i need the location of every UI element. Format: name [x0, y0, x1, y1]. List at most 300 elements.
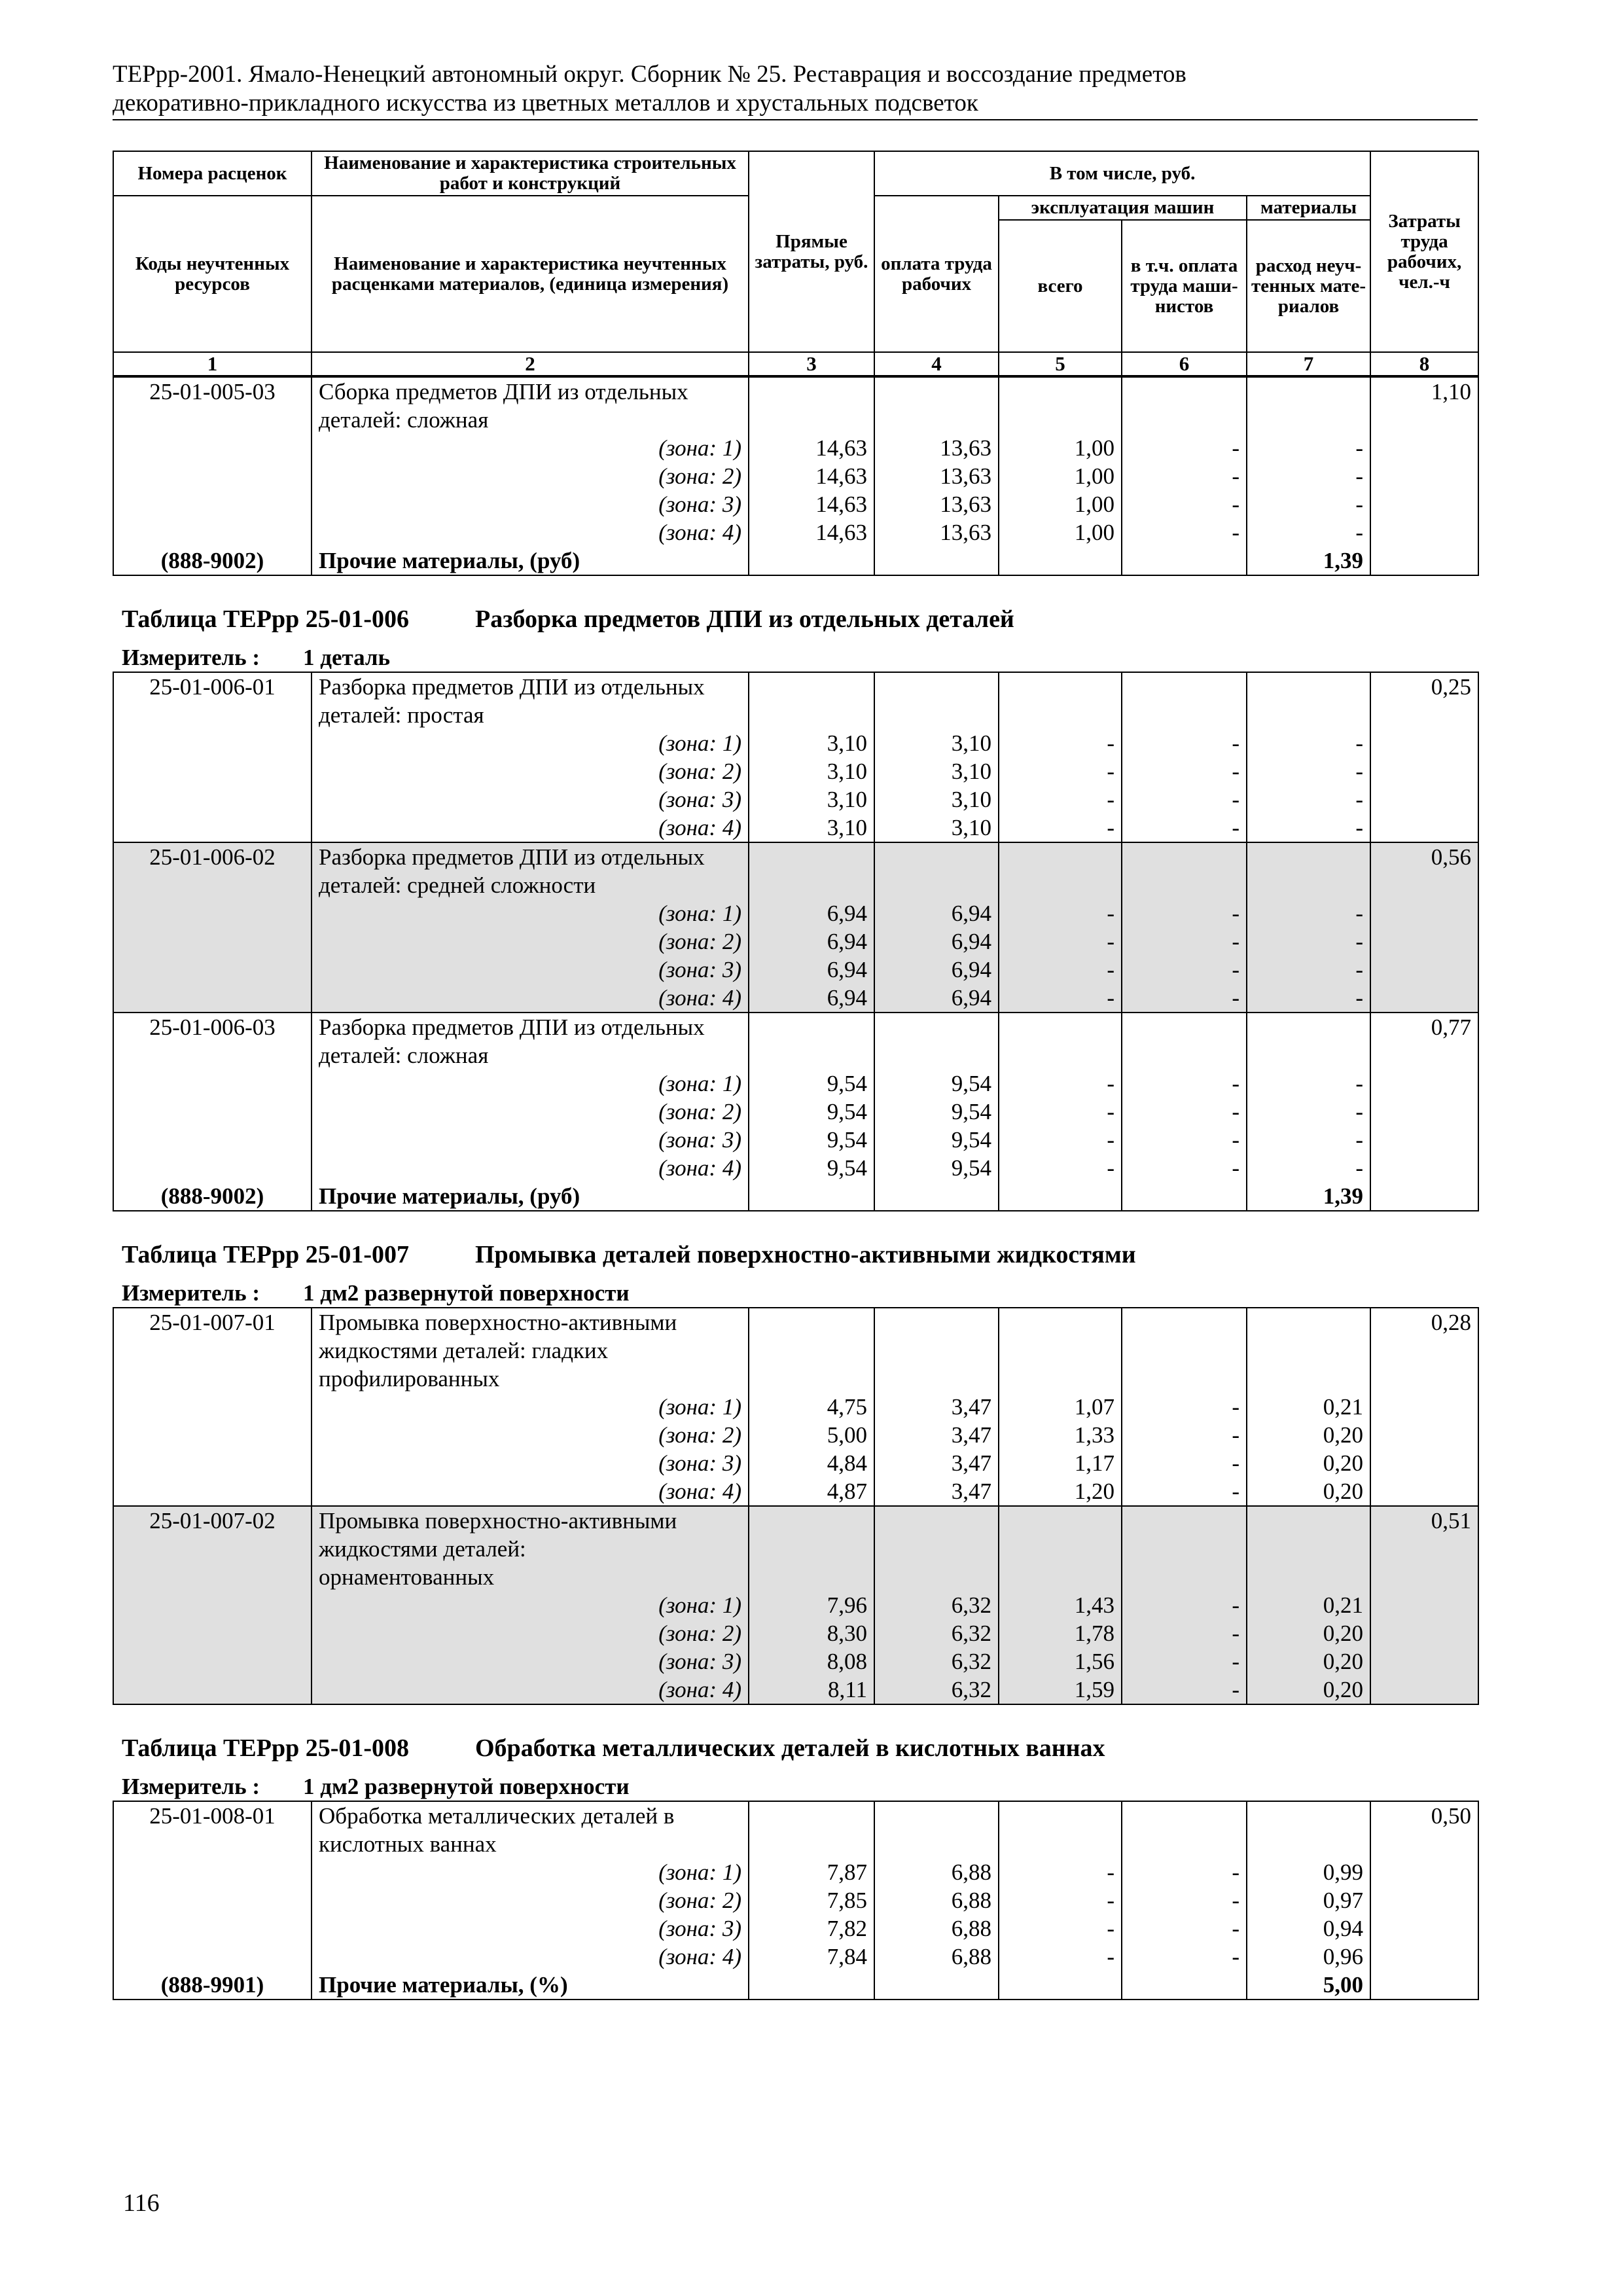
machinist-pay: -: [1122, 1421, 1247, 1449]
empty-cell: [113, 956, 312, 984]
machines-total: 1,78: [999, 1619, 1122, 1647]
material-usage: 0,20: [1247, 1421, 1370, 1449]
empty-cell: [874, 1182, 999, 1211]
table-title-id: Таблица ТЕРрр 25-01-008: [122, 1734, 410, 1762]
direct-cost: 7,84: [749, 1943, 874, 1971]
empty-cell: [1122, 871, 1247, 899]
zone-label: (зона: 2): [312, 1886, 749, 1914]
zone-row: [113, 490, 1478, 518]
empty-cell: [999, 1535, 1122, 1563]
rate-row: [113, 1013, 1478, 1041]
machinist-pay: -: [1122, 729, 1247, 757]
material-usage: -: [1247, 956, 1370, 984]
table-title-text: Промывка деталей поверхностно-активными жидкостями: [475, 1241, 1136, 1268]
empty-cell: [1370, 1619, 1478, 1647]
empty-cell: [1370, 1393, 1478, 1421]
empty-cell: [1247, 1013, 1370, 1041]
machines-total: -: [999, 814, 1122, 842]
empty-cell: [999, 701, 1122, 729]
empty-cell: [1370, 1914, 1478, 1943]
rates-table: [113, 1801, 1479, 2000]
material-usage: 0,99: [1247, 1858, 1370, 1886]
machinist-pay: -: [1122, 1591, 1247, 1619]
rate-row-cont: [113, 1830, 1478, 1858]
machines-total: -: [999, 1914, 1122, 1943]
zone-row: [113, 729, 1478, 757]
empty-cell: [999, 1308, 1122, 1336]
empty-cell: [999, 1801, 1122, 1830]
empty-cell: [999, 842, 1122, 871]
zone-label: (зона: 2): [312, 757, 749, 785]
machinist-pay: -: [1122, 462, 1247, 490]
empty-cell: [113, 729, 312, 757]
table-title: [113, 1240, 1478, 1269]
worker-pay: 3,47: [874, 1449, 999, 1477]
measure-unit: 1 дм2 развернутой поверхности: [303, 1280, 630, 1306]
header-material-usage: расход неуч-тенных мате-риалов: [1247, 220, 1370, 352]
empty-cell: [113, 871, 312, 899]
direct-cost: 6,94: [749, 956, 874, 984]
empty-cell: [1370, 1971, 1478, 2000]
rate-row: [113, 672, 1478, 701]
empty-cell: [999, 1563, 1122, 1591]
rate-row-cont: [113, 1041, 1478, 1069]
empty-cell: [749, 1365, 874, 1393]
zone-row: [113, 462, 1478, 490]
worker-pay: 3,47: [874, 1421, 999, 1449]
empty-cell: [113, 1449, 312, 1477]
worker-pay: 13,63: [874, 518, 999, 547]
resource-code: (888-9901): [113, 1971, 312, 2000]
zone-label: (зона: 1): [312, 1591, 749, 1619]
empty-cell: [1370, 547, 1478, 575]
empty-cell: [1122, 672, 1247, 701]
worker-pay: 6,88: [874, 1858, 999, 1886]
table-title: [113, 1734, 1478, 1763]
zone-row: [113, 984, 1478, 1013]
rate-name-line: деталей: сложная: [312, 406, 749, 434]
zone-row: [113, 899, 1478, 927]
empty-cell: [1370, 1126, 1478, 1154]
machines-total: -: [999, 984, 1122, 1013]
worker-pay: 6,32: [874, 1676, 999, 1704]
rate-code: 25-01-007-02: [113, 1506, 312, 1535]
worker-pay: 9,54: [874, 1126, 999, 1154]
empty-cell: [999, 1336, 1122, 1365]
empty-cell: [1122, 1830, 1247, 1858]
empty-cell: [1370, 490, 1478, 518]
page: [113, 60, 1478, 2000]
material-usage: 0,20: [1247, 1676, 1370, 1704]
rate-row: [113, 1801, 1478, 1830]
direct-cost: 7,96: [749, 1591, 874, 1619]
empty-cell: [113, 1421, 312, 1449]
empty-cell: [1370, 871, 1478, 899]
table-measure: [113, 1773, 1478, 1801]
worker-pay: 3,10: [874, 729, 999, 757]
empty-cell: [1122, 1041, 1247, 1069]
rate-name-line: деталей: средней сложности: [312, 871, 749, 899]
empty-cell: [1370, 1830, 1478, 1858]
page-number: 116: [123, 2189, 160, 2217]
empty-cell: [874, 701, 999, 729]
empty-cell: [1370, 1182, 1478, 1211]
zone-row: [113, 1619, 1478, 1647]
empty-cell: [1122, 406, 1247, 434]
machinist-pay: -: [1122, 927, 1247, 956]
header-machinist-pay: в т.ч. оплата труда маши-нистов: [1122, 220, 1247, 352]
machinist-pay: -: [1122, 1154, 1247, 1182]
zone-row: [113, 1098, 1478, 1126]
zone-label: (зона: 2): [312, 1421, 749, 1449]
zone-label: (зона: 1): [312, 1858, 749, 1886]
direct-cost: 6,94: [749, 899, 874, 927]
direct-cost: 4,75: [749, 1393, 874, 1421]
empty-cell: [113, 1619, 312, 1647]
rate-row-cont: [113, 1535, 1478, 1563]
direct-cost: 8,08: [749, 1647, 874, 1676]
labor-cost: 0,25: [1370, 672, 1478, 701]
empty-cell: [1370, 406, 1478, 434]
empty-cell: [1247, 1506, 1370, 1535]
material-usage: 0,20: [1247, 1619, 1370, 1647]
worker-pay: 6,32: [874, 1619, 999, 1647]
rate-row: [113, 842, 1478, 871]
empty-cell: [1247, 1801, 1370, 1830]
machines-total: 1,17: [999, 1449, 1122, 1477]
empty-cell: [1370, 757, 1478, 785]
empty-cell: [999, 1506, 1122, 1535]
empty-cell: [874, 1535, 999, 1563]
empty-cell: [113, 927, 312, 956]
empty-cell: [113, 1477, 312, 1506]
empty-cell: [1247, 701, 1370, 729]
zone-label: (зона: 2): [312, 462, 749, 490]
rate-name-line: деталей: простая: [312, 701, 749, 729]
empty-cell: [113, 1914, 312, 1943]
zone-label: (зона: 3): [312, 1449, 749, 1477]
rate-name-line: деталей: сложная: [312, 1041, 749, 1069]
machinist-pay: -: [1122, 1098, 1247, 1126]
resource-name: Прочие материалы, (%): [312, 1971, 749, 2000]
empty-cell: [749, 701, 874, 729]
direct-cost: 3,10: [749, 814, 874, 842]
direct-cost: 14,63: [749, 462, 874, 490]
empty-cell: [113, 785, 312, 814]
machines-total: 1,43: [999, 1591, 1122, 1619]
col-num-3: 3: [749, 352, 874, 376]
rate-row-cont: [113, 1336, 1478, 1365]
other-materials-row: [113, 547, 1478, 575]
zone-label: (зона: 3): [312, 785, 749, 814]
rate-row-cont: [113, 871, 1478, 899]
empty-cell: [1370, 1535, 1478, 1563]
empty-cell: [1122, 1182, 1247, 1211]
worker-pay: 9,54: [874, 1069, 999, 1098]
direct-cost: 9,54: [749, 1154, 874, 1182]
machines-total: -: [999, 1858, 1122, 1886]
table-measure: [113, 644, 1478, 672]
table-title-text: Обработка металлических деталей в кислотных ваннах: [475, 1734, 1105, 1762]
machines-total: -: [999, 757, 1122, 785]
measure-label: Измеритель :: [122, 1280, 260, 1306]
labor-cost: 0,56: [1370, 842, 1478, 871]
machinist-pay: -: [1122, 956, 1247, 984]
empty-cell: [1370, 899, 1478, 927]
resource-value: 5,00: [1247, 1971, 1370, 2000]
machinist-pay: -: [1122, 1449, 1247, 1477]
empty-cell: [999, 871, 1122, 899]
worker-pay: 3,47: [874, 1477, 999, 1506]
material-usage: 0,20: [1247, 1647, 1370, 1676]
empty-cell: [1370, 462, 1478, 490]
empty-cell: [1370, 814, 1478, 842]
empty-cell: [1370, 434, 1478, 462]
empty-cell: [1122, 1563, 1247, 1591]
header-worker-pay: оплата труда рабочих: [874, 196, 999, 352]
material-usage: 0,21: [1247, 1393, 1370, 1421]
zone-row: [113, 1421, 1478, 1449]
empty-cell: [749, 672, 874, 701]
zone-label: (зона: 4): [312, 518, 749, 547]
empty-cell: [749, 1013, 874, 1041]
empty-cell: [749, 1336, 874, 1365]
empty-cell: [113, 406, 312, 434]
empty-cell: [1247, 1563, 1370, 1591]
machines-total: -: [999, 927, 1122, 956]
empty-cell: [1247, 1336, 1370, 1365]
material-usage: 0,97: [1247, 1886, 1370, 1914]
empty-cell: [874, 1365, 999, 1393]
empty-cell: [113, 518, 312, 547]
zone-label: (зона: 2): [312, 927, 749, 956]
material-usage: -: [1247, 490, 1370, 518]
empty-cell: [113, 1943, 312, 1971]
machines-total: 1,33: [999, 1421, 1122, 1449]
table-title-id: Таблица ТЕРрр 25-01-007: [122, 1241, 410, 1268]
header-machines-total: всего: [999, 220, 1122, 352]
machinist-pay: -: [1122, 899, 1247, 927]
empty-cell: [1247, 1041, 1370, 1069]
empty-cell: [113, 1336, 312, 1365]
col-num-6: 6: [1122, 352, 1247, 376]
col-num-4: 4: [874, 352, 999, 376]
empty-cell: [113, 1830, 312, 1858]
worker-pay: 6,88: [874, 1886, 999, 1914]
empty-cell: [113, 1365, 312, 1393]
worker-pay: 6,94: [874, 899, 999, 927]
empty-cell: [874, 1801, 999, 1830]
machines-total: 1,00: [999, 518, 1122, 547]
material-usage: -: [1247, 785, 1370, 814]
machinist-pay: -: [1122, 785, 1247, 814]
worker-pay: 6,32: [874, 1647, 999, 1676]
empty-cell: [1122, 1336, 1247, 1365]
worker-pay: 3,10: [874, 785, 999, 814]
zone-row: [113, 1477, 1478, 1506]
zone-label: (зона: 3): [312, 490, 749, 518]
rate-name-line: Промывка поверхностно-активными: [312, 1308, 749, 1336]
table-measure: [113, 1280, 1478, 1307]
rate-row-cont: [113, 1563, 1478, 1591]
zone-row: [113, 1676, 1478, 1704]
empty-cell: [1370, 785, 1478, 814]
measure-label: Измеритель :: [122, 645, 260, 670]
resource-name: Прочие материалы, (руб): [312, 547, 749, 575]
empty-cell: [1122, 1535, 1247, 1563]
zone-row: [113, 518, 1478, 547]
empty-cell: [1370, 1069, 1478, 1098]
zone-label: (зона: 1): [312, 434, 749, 462]
worker-pay: 13,63: [874, 490, 999, 518]
empty-cell: [1247, 377, 1370, 406]
machinist-pay: -: [1122, 518, 1247, 547]
empty-cell: [1370, 701, 1478, 729]
machinist-pay: -: [1122, 1647, 1247, 1676]
worker-pay: 6,94: [874, 984, 999, 1013]
machinist-pay: -: [1122, 757, 1247, 785]
empty-cell: [749, 377, 874, 406]
empty-cell: [1247, 672, 1370, 701]
rate-name-line: профилированных: [312, 1365, 749, 1393]
rate-name-line: орнаментованных: [312, 1563, 749, 1591]
zone-label: (зона: 2): [312, 1619, 749, 1647]
machinist-pay: -: [1122, 984, 1247, 1013]
measure-unit: 1 деталь: [303, 645, 391, 670]
material-usage: -: [1247, 1154, 1370, 1182]
zone-row: [113, 785, 1478, 814]
machinist-pay: -: [1122, 814, 1247, 842]
empty-cell: [999, 1013, 1122, 1041]
empty-cell: [113, 1098, 312, 1126]
resource-name: Прочие материалы, (руб): [312, 1182, 749, 1211]
material-usage: -: [1247, 1069, 1370, 1098]
header-line-1: ТЕРрр-2001. Ямало-Ненецкий автономный округ. Сборник № 25. Реставрация и воссоздание предметов: [113, 61, 1186, 88]
zone-label: (зона: 1): [312, 1393, 749, 1421]
machinist-pay: -: [1122, 1477, 1247, 1506]
rate-row-cont: [113, 406, 1478, 434]
empty-cell: [113, 1535, 312, 1563]
machines-total: -: [999, 1098, 1122, 1126]
material-usage: 0,96: [1247, 1943, 1370, 1971]
empty-cell: [1122, 377, 1247, 406]
empty-cell: [874, 406, 999, 434]
machines-total: 1,00: [999, 434, 1122, 462]
direct-cost: 3,10: [749, 757, 874, 785]
machines-total: 1,59: [999, 1676, 1122, 1704]
zone-row: [113, 1886, 1478, 1914]
col-num-5: 5: [999, 352, 1122, 376]
rate-code: 25-01-005-03: [113, 377, 312, 406]
empty-cell: [999, 1182, 1122, 1211]
direct-cost: 7,85: [749, 1886, 874, 1914]
empty-cell: [1247, 1535, 1370, 1563]
header-machine-operation: эксплуатация машин: [999, 196, 1247, 220]
empty-cell: [1370, 956, 1478, 984]
empty-cell: [1370, 1098, 1478, 1126]
empty-cell: [874, 1041, 999, 1069]
empty-cell: [749, 1830, 874, 1858]
zone-row: [113, 757, 1478, 785]
rate-row: [113, 1308, 1478, 1336]
header-labor-costs: Затраты труда рабочих, чел.-ч: [1370, 151, 1478, 352]
rate-code: 25-01-006-03: [113, 1013, 312, 1041]
tables-container: [113, 376, 1478, 2000]
table-title-id: Таблица ТЕРрр 25-01-006: [122, 605, 410, 633]
machinist-pay: -: [1122, 1858, 1247, 1886]
empty-cell: [749, 1563, 874, 1591]
empty-cell: [113, 984, 312, 1013]
zone-row: [113, 1393, 1478, 1421]
empty-cell: [113, 1591, 312, 1619]
empty-cell: [999, 1971, 1122, 2000]
machines-total: -: [999, 785, 1122, 814]
empty-cell: [749, 406, 874, 434]
empty-cell: [874, 377, 999, 406]
zone-row: [113, 1069, 1478, 1098]
empty-cell: [1370, 1365, 1478, 1393]
empty-cell: [1247, 871, 1370, 899]
col-num-1: 1: [113, 352, 312, 376]
material-usage: 0,21: [1247, 1591, 1370, 1619]
empty-cell: [1122, 1365, 1247, 1393]
rate-code: 25-01-007-01: [113, 1308, 312, 1336]
machinist-pay: -: [1122, 1126, 1247, 1154]
empty-cell: [1247, 1830, 1370, 1858]
rate-name-line: жидкостями деталей: гладких: [312, 1336, 749, 1365]
empty-cell: [113, 434, 312, 462]
worker-pay: 3,10: [874, 757, 999, 785]
empty-cell: [113, 1393, 312, 1421]
zone-row: [113, 1126, 1478, 1154]
worker-pay: 3,10: [874, 814, 999, 842]
zone-label: (зона: 2): [312, 1098, 749, 1126]
header-materials: материалы: [1247, 196, 1370, 220]
machinist-pay: -: [1122, 434, 1247, 462]
machinist-pay: -: [1122, 1393, 1247, 1421]
header-rate-numbers: Номера расценок: [113, 151, 312, 196]
material-usage: -: [1247, 462, 1370, 490]
empty-cell: [113, 1041, 312, 1069]
machines-total: -: [999, 1943, 1122, 1971]
zone-label: (зона: 4): [312, 1154, 749, 1182]
zone-row: [113, 1914, 1478, 1943]
empty-cell: [1122, 1506, 1247, 1535]
empty-cell: [1370, 1563, 1478, 1591]
other-materials-row: [113, 1971, 1478, 2000]
zone-label: (зона: 4): [312, 1676, 749, 1704]
material-usage: -: [1247, 899, 1370, 927]
machines-total: -: [999, 956, 1122, 984]
header-line-2: декоративно-прикладного искусства из цветных металлов и хрустальных подсветок: [113, 90, 978, 117]
empty-cell: [113, 899, 312, 927]
machines-total: -: [999, 1154, 1122, 1182]
empty-cell: [874, 1013, 999, 1041]
rate-name-line: Разборка предметов ДПИ из отдельных: [312, 672, 749, 701]
empty-cell: [1247, 842, 1370, 871]
empty-cell: [113, 1126, 312, 1154]
machinist-pay: -: [1122, 1676, 1247, 1704]
empty-cell: [1370, 1041, 1478, 1069]
empty-cell: [999, 672, 1122, 701]
column-header-table: [113, 151, 1479, 376]
rate-name-line: Промывка поверхностно-активными: [312, 1506, 749, 1535]
machines-total: 1,20: [999, 1477, 1122, 1506]
rate-code: 25-01-006-02: [113, 842, 312, 871]
empty-cell: [1370, 984, 1478, 1013]
empty-cell: [1370, 1943, 1478, 1971]
empty-cell: [1370, 1647, 1478, 1676]
